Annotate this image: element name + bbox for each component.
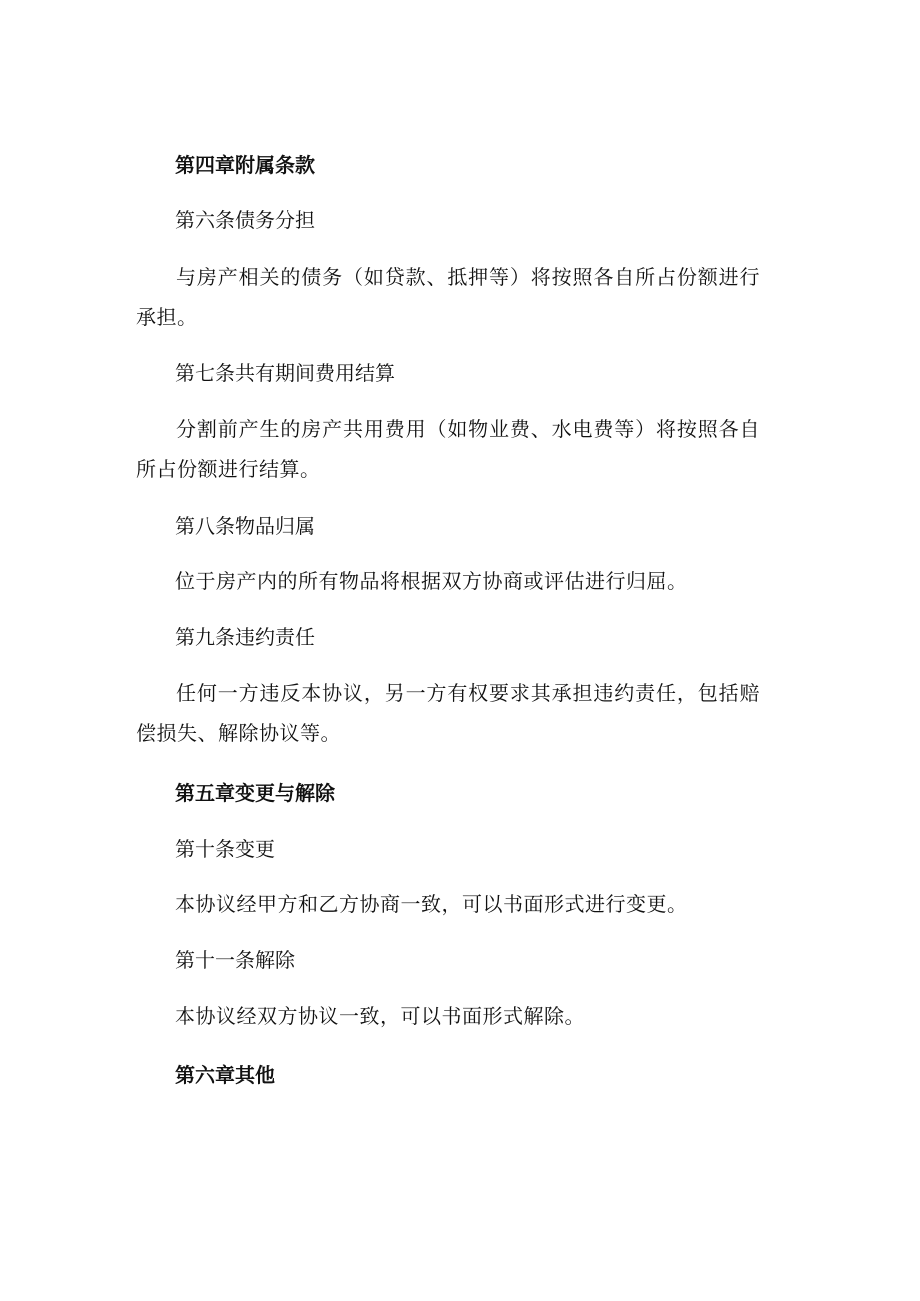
article-6-body: 与房产相关的债务（如贷款、抵押等）将按照各自所占份额进行承担。 (136, 265, 760, 329)
article-10-title: 第十条变更 (175, 837, 275, 861)
article-8-title: 第八条物品归属 (175, 514, 315, 538)
article-8-body: 位于房产内的所有物品将根据双方协商或评估进行归屈。 (175, 569, 688, 593)
chapter-6-title: 第六章其他 (175, 1063, 275, 1087)
chapter-4-title: 第四章附属条款 (175, 153, 315, 177)
article-7-body: 分割前产生的房产共用费用（如物业费、水电费等）将按照各自所占份额进行结算。 (136, 417, 760, 481)
article-7-title: 第七条共有期间费用结算 (175, 361, 395, 385)
chapter-5-title: 第五章变更与解除 (175, 781, 335, 805)
article-9-body: 任何一方违反本协议，另一方有权要求其承担违约责任，包括赔偿损失、解除协议等。 (136, 681, 760, 745)
article-6-title: 第六条债务分担 (175, 208, 315, 232)
article-10-body: 本协议经甲方和乙方协商一致，可以书面形式进行变更。 (175, 892, 688, 916)
article-11-title: 第十一条解除 (175, 948, 295, 972)
article-9-title: 第九条违约责任 (175, 625, 315, 649)
article-11-body: 本协议经双方协议一致，可以书面形式解除。 (175, 1004, 585, 1028)
